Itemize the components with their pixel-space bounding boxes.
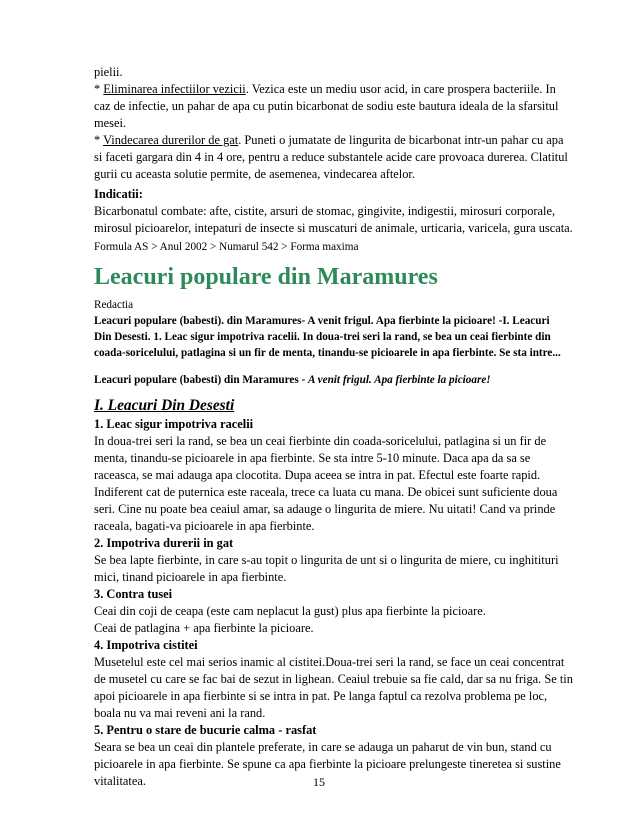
text-line: boala nu va mai reveni ani la rand.: [94, 706, 266, 720]
text-span: . Vezica este un mediu usor acid, in care prospera bacteriile. In: [245, 82, 556, 96]
lead-italic: A venit frigul. Apa fierbinte la picioare!: [308, 374, 491, 386]
bullet-marker: *: [94, 133, 104, 147]
summary-line: coada-soricelului, patlagina si un fir de menta, tinandu-se picioarele in apa fierbinte. Se sta intre...: [94, 347, 561, 359]
subheading: 1. Leac sigur impotriva racelii: [94, 417, 254, 431]
text-line: Seara se bea un ceai din plantele preferate, in care se adauga un paharut de vin bun, stand cu: [94, 740, 552, 754]
text-line: Ceai din coji de ceapa (este cam neplacut la gust) plus apa fierbinte la picioare.: [94, 604, 486, 618]
text-line: raceala, bagati-va picioarele in apa fierbinte.: [94, 519, 315, 533]
text-span: . Puneti o jumatate de lingurita de bicarbonat intr-un pahar cu apa: [238, 133, 564, 147]
section-desesti: [94, 396, 602, 790]
text-line: [94, 132, 602, 149]
text-line: picioarele in apa fierbinte. Se spune ca apa fierbinte la picioare prelungeste tineretea si sustine: [94, 757, 561, 771]
text-line: Ceai de patlagina + apa fierbinte la picioare.: [94, 621, 314, 635]
text-line: seri. Cine nu poate bea ceaiul amar, sa adauge o lingurita de miere. Nu uitati! Cand va prinde: [94, 502, 556, 516]
page-number: 15: [313, 775, 325, 789]
section-heading: I. Leacuri Din Desesti: [94, 397, 235, 414]
summary-line: Leacuri populare (babesti). din Maramures- A venit frigul. Apa fierbinte la picioare! -I. Leacuri: [94, 315, 550, 327]
link-eliminarea-infectiilor[interactable]: Eliminarea infectiilor vezicii: [103, 82, 246, 96]
text-line: mici, tinand picioarele in apa fierbinte.: [94, 570, 287, 584]
lead-line: [94, 372, 602, 389]
text-line: mirosul picioarelor, intepaturi de insecte si muscaturi de animale, urticaria, varicela, gura uscata.: [94, 221, 573, 235]
breadcrumb: Formula AS > Anul 2002 > Numarul 542 > Forma maxima: [94, 241, 359, 253]
text-line: In doua-trei seri la rand, se bea un ceai fierbinte din coada-soricelului, patlagina si un fir de: [94, 434, 547, 448]
subheading: 2. Impotriva durerii in gat: [94, 536, 234, 550]
indicatii-heading: Indicatii:: [94, 187, 143, 201]
text-line: mesei.: [94, 116, 126, 130]
text-line: pielii.: [94, 65, 123, 79]
text-line: de musetel cu care se fac bai de sezut in lighean. Ceaiul trebuie sa fie cald, dar sa nu friga. Se tin: [94, 672, 573, 686]
text-line: Se bea lapte fierbinte, in care s-au topit o lingurita de unt si o lingurita de miere, cu inghitituri: [94, 553, 559, 567]
text-line: Musetelul este cel mai serios inamic al cistitei.Doua-trei seri la rand, se face un ceai concentrat: [94, 655, 565, 669]
text-line: Bicarbonatul combate: afte, cistite, arsuri de stomac, gingivite, indigestii, mirosuri corporale,: [94, 204, 556, 218]
article-author: Redactia: [94, 299, 134, 311]
text-line: si faceti gargara din 4 in 4 ore, pentru a reduce substantele acide care provoaca durerea. Clatitul: [94, 150, 568, 164]
summary-line: Din Desesti. 1. Leac sigur impotriva racelii. In doua-trei seri la rand, se bea un ceai fierbinte din: [94, 331, 551, 343]
text-line: caz de infectie, un pahar de apa cu putin bicarbonat de sodiu este bautura ideala de la sfarsitul: [94, 99, 559, 113]
text-line: [94, 81, 602, 98]
bullet-marker: *: [94, 82, 104, 96]
subheading: 5. Pentru o stare de bucurie calma - rasfat: [94, 723, 317, 737]
text-line: apoi picioarele in apa fierbinte si se intra in pat. Pe langa faptul ca rezolva problema pe loc,: [94, 689, 548, 703]
lead-bold: Leacuri populare (babesti) din Maramures -: [94, 374, 309, 386]
subheading: 4. Impotriva cistitei: [94, 638, 198, 652]
text-line: Indiferent cat de puternica este raceala, trece ca luata cu mana. De obicei sunt suficiente doua: [94, 485, 558, 499]
text-line: menta, tinandu-se picioarele in apa fierbinte. Se sta intre 5-10 minute. Daca apa da sa se: [94, 451, 531, 465]
link-vindecarea-durerilor[interactable]: Vindecarea durerilor de gat: [103, 133, 239, 147]
article-lead: [94, 372, 602, 389]
text-line: vitalitatea.: [94, 774, 146, 788]
article-summary: [94, 297, 602, 361]
intro-text-block: [94, 64, 602, 183]
indicatii-block: [94, 186, 602, 237]
text-line: raceasca, se mai adauga apa clocotita. Dupa aceea se intra in pat. Efectul este foarte rapid.: [94, 468, 541, 482]
subheading: 3. Contra tusei: [94, 587, 173, 601]
article-title: Leacuri populare din Maramures: [94, 264, 438, 290]
text-line: gurii cu aceasta solutie permite, de asemenea, vindecarea aftelor.: [94, 167, 415, 181]
